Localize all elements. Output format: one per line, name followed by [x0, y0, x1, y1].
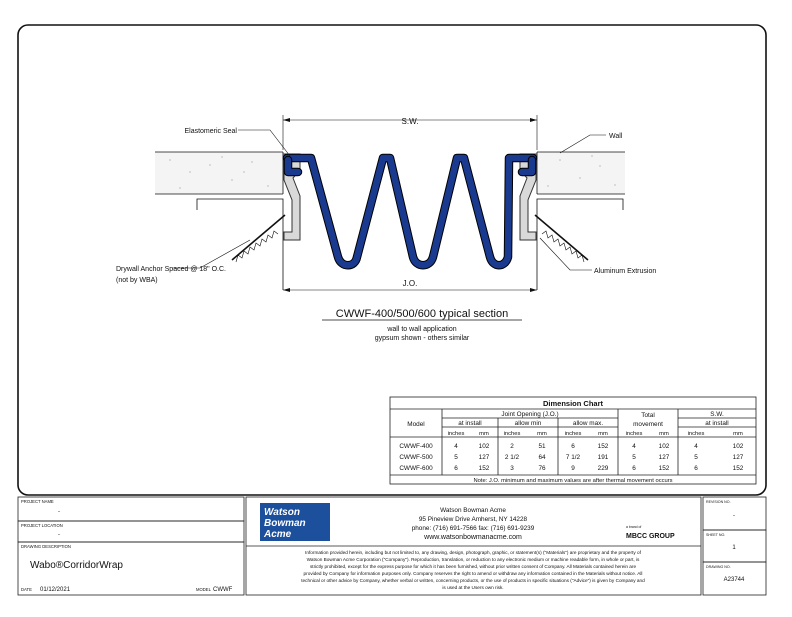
chart-value-cell: 152 — [478, 465, 490, 472]
unit-mm: mm — [598, 431, 608, 437]
project-name-value: - — [58, 509, 60, 515]
dimension-chart-note: Note: J.O. minimum and maximum values are after thermal movement occurs — [473, 478, 673, 484]
chart-value-cell: 102 — [732, 443, 744, 450]
watson-bowman-acme-logo — [260, 503, 330, 541]
chart-value-cell: 127 — [732, 454, 744, 461]
at-install-header: at install — [458, 420, 482, 427]
disclaimer-line: technical or other advice by Company, whether verbal or written, concerning products, or the use of products in specific situations ("Advice") is given by Company and — [301, 578, 645, 583]
chart-value-cell: 4 — [632, 443, 636, 450]
chart-value-cell: 191 — [597, 454, 609, 461]
mbcc-group-logo: MBCC GROUP — [626, 533, 675, 540]
disclaimer-line: strictly prohibited, except for the express purpose for which it has been furnished, without prior written consent of Company. All Materials contained herein are — [309, 564, 637, 569]
total-header: Total — [641, 412, 655, 419]
title-block — [18, 497, 766, 595]
right-drywall-anchor — [535, 215, 588, 262]
company-website[interactable]: www.watsonbowmanacme.com — [424, 534, 522, 541]
revision-value: - — [733, 513, 735, 519]
revision-label: REVISION NO. — [706, 500, 731, 504]
company-address: 95 Pineview Drive Amherst, NY 14228 — [418, 516, 528, 523]
drawing-description-label: DRAWING DESCRIPTION — [21, 544, 71, 549]
date-label: DATE — [21, 587, 32, 592]
model-label: MODEL — [196, 587, 211, 592]
dimension-chart-rows — [399, 443, 743, 472]
sw-at-install-header: at install — [705, 420, 729, 427]
chart-value-cell: 7 1/2 — [565, 454, 581, 461]
chart-value-cell: 4 — [694, 443, 698, 450]
left-drywall-anchor — [232, 215, 285, 262]
elastomeric-seal-label: Elastomeric Seal — [184, 128, 237, 135]
chart-value-cell: 152 — [732, 465, 744, 472]
chart-value-cell: 5 — [454, 454, 458, 461]
brand-prefix: a brand of — [626, 525, 642, 529]
unit-mm: mm — [733, 431, 743, 437]
sheet-label: SHEET NO. — [706, 533, 726, 537]
elastomeric-seal — [287, 158, 533, 265]
chart-value-cell: 9 — [571, 465, 575, 472]
chart-value-cell: 152 — [658, 465, 670, 472]
chart-value-cell: 102 — [478, 443, 490, 450]
chart-value-cell: 76 — [538, 465, 546, 472]
svg-text:Watson: Watson — [264, 507, 300, 518]
chart-value-cell: 5 — [632, 454, 636, 461]
svg-text:Acme: Acme — [264, 529, 292, 540]
chart-value-cell: 6 — [694, 465, 698, 472]
joint-opening-header: Joint Opening (J.O.) — [501, 411, 559, 418]
chart-value-cell: 127 — [478, 454, 490, 461]
unit-mm: mm — [659, 431, 669, 437]
date-value: 01/12/2021 — [40, 587, 71, 593]
dimension-chart — [390, 397, 756, 484]
unit-in: inches — [503, 431, 521, 437]
chart-model-cell: CWWF-500 — [399, 454, 433, 461]
movement-header: movement — [633, 421, 663, 428]
section-title: CWWF-400/500/600 typical section — [335, 308, 509, 320]
disclaimer-line: is used at the Users own risk. — [442, 585, 504, 590]
right-wall — [537, 152, 625, 194]
dimension-chart-title: Dimension Chart — [542, 399, 604, 408]
chart-model-cell: CWWF-600 — [399, 465, 433, 472]
section-subtitle-2: gypsum shown - others similar — [374, 335, 470, 342]
allow-max-header: allow max. — [572, 420, 604, 427]
wall-label: Wall — [609, 133, 623, 140]
chart-value-cell: 4 — [454, 443, 458, 450]
model-value: CWWF — [213, 587, 233, 593]
chart-value-cell: 64 — [538, 454, 546, 461]
chart-value-cell: 6 — [571, 443, 575, 450]
disclaimer-line: Watson Bowman Acme Corporation ("Company"). Reproduction, translation, or reduction to any electronic medium or machine readable form, in whole or part, is — [306, 557, 640, 562]
chart-value-cell: 6 — [632, 465, 636, 472]
company-name: Watson Bowman Acme — [440, 507, 506, 514]
sw-label: S.W. — [401, 117, 419, 126]
drawing-description-value: Wabo®CorridorWrap — [30, 560, 123, 571]
unit-in: inches — [625, 431, 643, 437]
disclaimer-line: provided by Company for information purposes only. Company reserves the right to amend or withdraw any information contained in the Materials without notice. All — [303, 571, 643, 576]
section-drawing — [116, 115, 656, 342]
jo-label: J.O. — [402, 279, 418, 288]
chart-value-cell: 6 — [454, 465, 458, 472]
legal-disclaimer — [301, 550, 645, 590]
allow-min-header: allow min — [514, 420, 542, 427]
drywall-anchor-label-1: Drywall Anchor Spaced @ 18" O.C. — [116, 266, 226, 273]
chart-value-cell: 2 1/2 — [504, 454, 520, 461]
left-wall — [155, 152, 283, 194]
drywall-anchor-label-2: (not by WBA) — [116, 277, 158, 284]
unit-in: inches — [447, 431, 465, 437]
svg-text:Bowman: Bowman — [264, 518, 306, 529]
drawing-no-label: DRAWING NO. — [706, 565, 731, 569]
aluminum-extrusion-label: Aluminum Extrusion — [594, 268, 657, 275]
project-location-label: PROJECT LOCATION — [21, 523, 63, 528]
unit-in: inches — [687, 431, 705, 437]
section-subtitle-1: wall to wall application — [387, 326, 457, 333]
chart-value-cell: 152 — [597, 443, 609, 450]
unit-mm: mm — [479, 431, 489, 437]
project-name-label: PROJECT NAME — [21, 499, 54, 504]
sheet-value: 1 — [732, 545, 736, 551]
chart-value-cell: 102 — [658, 443, 670, 450]
disclaimer-line: Information provided herein, including but not limited to, any drawing, design, photograph, graphic, or statement(s) ("Materials") are proprietary and the property of — [305, 550, 641, 555]
project-location-value: - — [58, 532, 60, 538]
chart-value-cell: 5 — [694, 454, 698, 461]
chart-value-cell: 51 — [538, 443, 546, 450]
unit-in: inches — [564, 431, 582, 437]
chart-value-cell: 127 — [658, 454, 670, 461]
model-header: Model — [407, 421, 425, 428]
chart-model-cell: CWWF-400 — [399, 443, 433, 450]
chart-value-cell: 229 — [597, 465, 609, 472]
drawing-no-value: A23744 — [723, 577, 745, 583]
unit-mm: mm — [537, 431, 547, 437]
chart-value-cell: 2 — [510, 443, 514, 450]
chart-value-cell: 3 — [510, 465, 514, 472]
sw-header: S.W. — [710, 411, 724, 418]
company-phone: phone: (716) 691-7566 fax: (716) 691-9239 — [411, 525, 535, 532]
